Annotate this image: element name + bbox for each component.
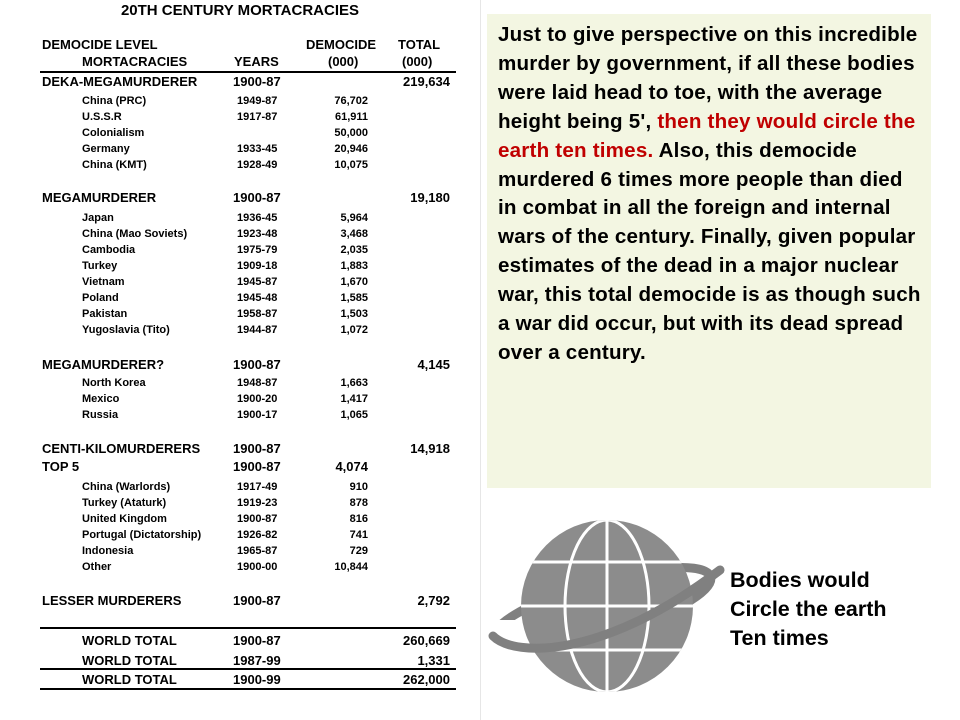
table-row [0,441,480,457]
row-name: Other [82,561,112,573]
globe-with-ring-icon [485,508,730,708]
row-democide: 1,883 [340,260,368,272]
table-row [0,242,480,258]
table-row [0,290,480,306]
header-level: DEMOCIDE LEVEL [42,37,158,52]
row-democide: 741 [349,529,368,541]
table-row [0,407,480,423]
row-years: 1926-82 [237,529,278,541]
row-total: 19,180 [410,190,450,205]
row-years: 1948-87 [237,377,278,389]
panel-divider [480,0,481,720]
world-total-rule-bottom [40,688,456,690]
row-name: Mexico [82,393,120,405]
row-years: 1958-87 [237,308,278,320]
row-democide: 1,503 [340,308,368,320]
row-years: 1928-49 [237,159,278,171]
row-years: 1900-87 [233,357,281,372]
row-democide: 2,035 [340,244,368,256]
table-row [0,527,480,543]
row-name: Yugoslavia (Tito) [82,324,170,336]
row-years: 1900-87 [233,593,281,608]
row-democide: 816 [349,513,368,525]
table-row [0,357,480,373]
row-democide: 1,585 [340,292,368,304]
table-title: 20TH CENTURY MORTACRACIES [120,2,360,19]
row-name: Portugal (Dictatorship) [82,529,202,541]
row-democide: 1,072 [340,324,368,336]
row-name: Germany [82,143,130,155]
perspective-text-box [487,14,931,488]
row-total: 260,669 [403,633,450,648]
row-name: TOP 5 [42,459,80,474]
header-total-unit: (000) [402,54,433,69]
globe-caption [730,566,955,653]
table-row [0,109,480,125]
row-years: 1919-23 [237,497,278,509]
table-row [0,226,480,242]
table-row [0,511,480,527]
row-name: North Korea [82,377,146,389]
row-name: LESSER MURDERERS [42,593,182,608]
row-name: WORLD TOTAL [82,633,177,648]
row-total: 1,331 [417,653,450,668]
caption-line-2: Circle the earth [730,597,887,621]
table-row [0,258,480,274]
table-row [0,391,480,407]
row-name: WORLD TOTAL [82,653,177,668]
row-democide: 4,074 [335,459,368,474]
row-years: 1917-87 [237,111,278,123]
row-democide: 1,417 [340,393,368,405]
row-democide: 20,946 [334,143,368,155]
row-name: Indonesia [82,545,134,557]
row-democide: 878 [349,497,368,509]
row-name: Vietnam [82,276,125,288]
row-years: 1900-00 [237,561,278,573]
row-total: 2,792 [417,593,450,608]
row-total: 4,145 [417,357,450,372]
row-years: 1949-87 [237,95,278,107]
row-years: 1900-87 [233,190,281,205]
table-row [0,633,480,649]
header-years: YEARS [234,54,279,69]
row-years: 1933-45 [237,143,278,155]
world-total-rule-top [40,627,456,629]
row-democide: 76,702 [334,95,368,107]
row-years: 1900-17 [237,409,278,421]
row-name: Turkey (Ataturk) [82,497,167,509]
row-years: 1936-45 [237,212,278,224]
row-name: Turkey [82,260,118,272]
row-years: 1900-20 [237,393,278,405]
row-democide: 10,075 [334,159,368,171]
row-democide: 3,468 [340,228,368,240]
table-row [0,375,480,391]
row-years: 1975-79 [237,244,278,256]
row-years: 1945-87 [237,276,278,288]
row-years: 1965-87 [237,545,278,557]
row-name: Cambodia [82,244,136,256]
row-years: 1944-87 [237,324,278,336]
row-name: Pakistan [82,308,128,320]
row-years: 1923-48 [237,228,278,240]
row-democide: 1,663 [340,377,368,389]
row-years: 1987-99 [233,653,281,668]
table-row [0,543,480,559]
header-mortacracies: MORTACRACIES [82,54,188,69]
table-row [0,559,480,575]
row-years: 1909-18 [237,260,278,272]
row-years: 1900-87 [233,74,281,89]
row-name: China (Warlords) [82,481,171,493]
row-total: 219,634 [403,74,450,89]
row-democide: 5,964 [340,212,368,224]
row-years: 1945-48 [237,292,278,304]
header-democide: DEMOCIDE [306,37,377,52]
row-years: 1900-87 [233,459,281,474]
perspective-text-part2: Also, this democide murdered 6 times more people than died in combat in all the foreign and internal wars of the century. Finally, given popular estimates of the dead in a major nuclear war, this total democide is as though such a war did occur, but with its dead spread over a century. [498,138,921,364]
table-row [0,322,480,338]
perspective-highlight: then they would circle the earth ten times. [498,109,916,162]
row-name: China (Mao Soviets) [82,228,188,240]
table-row [0,306,480,322]
row-name: MEGAMURDERER [42,190,157,205]
row-name: Japan [82,212,114,224]
header-total: TOTAL [398,37,441,52]
table-row [0,74,480,90]
row-democide: 910 [349,481,368,493]
table-row [0,495,480,511]
caption-line-1: Bodies would [730,568,870,592]
table-row [0,190,480,206]
table-row [0,479,480,495]
row-name: China (PRC) [82,95,147,107]
row-total: 262,000 [403,672,450,687]
row-name: Poland [82,292,119,304]
table-row [0,93,480,109]
row-name: United Kingdom [82,513,167,525]
table-row [0,653,480,669]
row-total: 14,918 [410,441,450,456]
row-years: 1900-99 [233,672,281,687]
table-row [0,210,480,226]
table-row [0,157,480,173]
row-democide: 10,844 [334,561,368,573]
row-democide: 729 [349,545,368,557]
caption-line-3: Ten times [730,626,829,650]
table-row [0,141,480,157]
table-row [0,459,480,475]
row-democide: 1,670 [340,276,368,288]
header-rule [40,71,456,73]
row-name: Colonialism [82,127,145,139]
row-democide: 61,911 [334,111,368,123]
row-name: WORLD TOTAL [82,672,177,687]
row-years: 1900-87 [237,513,278,525]
perspective-text-part1: Just to give perspective on this incredible murder by government, if all these bodies were laid head to toe, with the average height being 5', [498,23,918,133]
row-democide: 50,000 [334,127,368,139]
table-row [0,593,480,609]
row-years: 1900-87 [233,441,281,456]
table-row [0,672,480,688]
row-democide: 1,065 [340,409,368,421]
row-name: U.S.S.R [82,111,122,123]
row-years: 1917-49 [237,481,278,493]
row-name: MEGAMURDERER? [42,357,165,372]
row-name: China (KMT) [82,159,147,171]
row-name: CENTI-KILOMURDERERS [42,441,201,456]
row-name: Russia [82,409,119,421]
row-years: 1900-87 [233,633,281,648]
header-democide-unit: (000) [328,54,359,69]
table-row [0,125,480,141]
row-name: DEKA-MEGAMURDERER [42,74,198,89]
table-row [0,274,480,290]
